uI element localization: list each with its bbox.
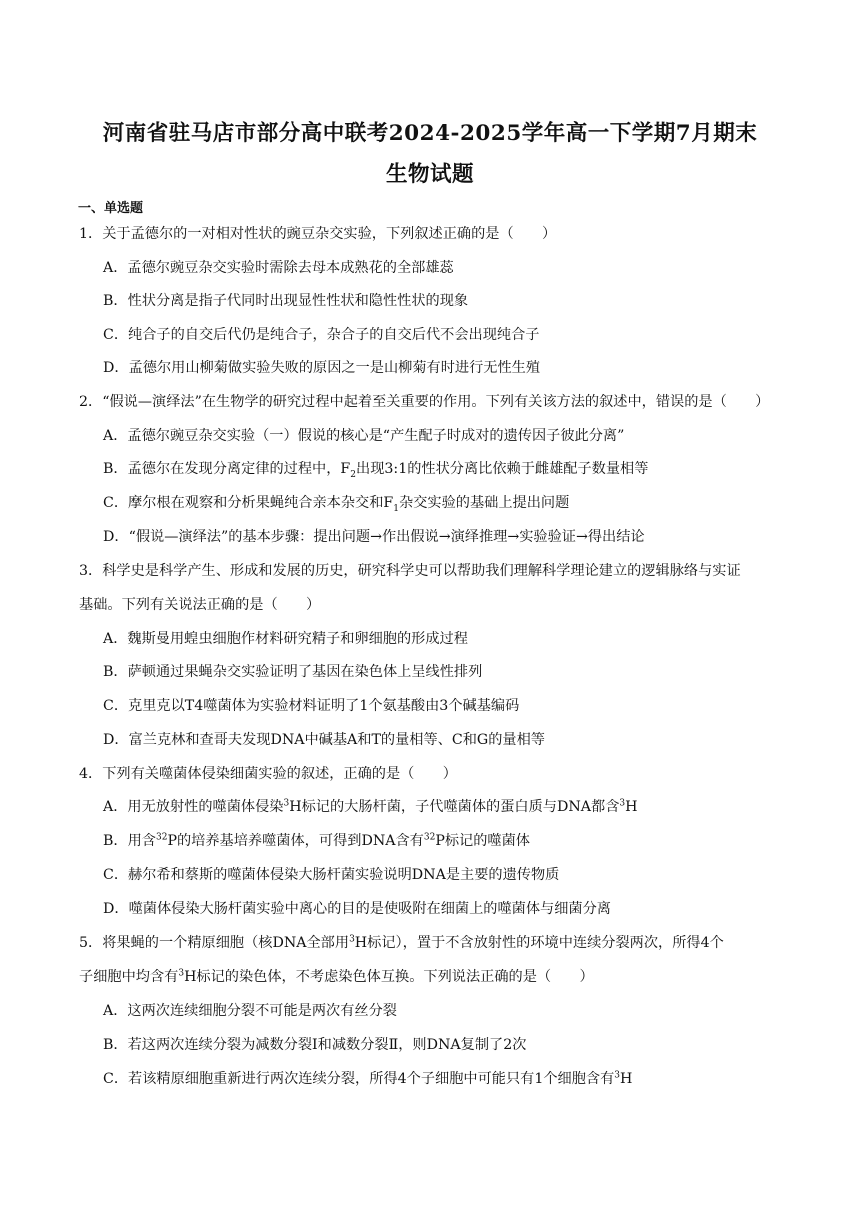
question-1-stem: 1．关于孟德尔的一对相对性状的豌豆杂交实验，下列叙述正确的是（ ） <box>79 226 557 242</box>
question-2-option-b: B．孟德尔在发现分离定律的过程中，$F_2$出现3:1的性状分离比依赖于雌雄配子数量相等 <box>103 461 649 480</box>
question-4-option-a: A．用无放射性的噬菌体侵染$^3$H标记的大肠杆菌，子代噬菌体的蛋白质与DNA都含$^3$H <box>103 798 638 815</box>
question-2-option-a: A．孟德尔豌豆杂交实验（一）假说的核心是“产生配子时成对的遗传因子彼此分离” <box>103 428 625 444</box>
question-1-option-a: A．孟德尔豌豆杂交实验时需除去母本成熟花的全部雄蕊 <box>103 260 454 276</box>
question-5-option-a: A．这两次连续细胞分裂不可能是两次有丝分裂 <box>103 1003 397 1019</box>
section-heading: 一、单选题 <box>78 201 144 216</box>
question-5-stem-line-1: 5．将果蝇的一个精原细胞（核DNA全部用$^3$H标记），置于不含放射性的环境中连续分裂两次，所得4个 <box>79 934 724 951</box>
document-title: 河南省驻马店市部分高中联考2024-2025学年高一下学期7月期末 <box>102 121 758 146</box>
question-3-stem-line-1: 3．科学史是科学产生、形成和发展的历史，研究科学史可以帮助我们理解科学理论建立的逻辑脉络与实证 <box>79 563 741 579</box>
question-3-option-a: A．魏斯曼用蝗虫细胞作材料研究精子和卵细胞的形成过程 <box>103 631 468 647</box>
document-subtitle: 生物试题 <box>385 162 474 187</box>
question-4-option-b: B．用含$^{32}$P的培养基培养噬菌体，可得到DNA含有$^{32}$P标记的噬菌体 <box>103 832 530 849</box>
question-4-option-d: D．噬菌体侵染大肠杆菌实验中离心的目的是使吸附在细菌上的噬菌体与细菌分离 <box>103 901 611 917</box>
question-2-option-c: C．摩尔根在观察和分析果蝇纯合亲本杂交和$F_1$杂交实验的基础上提出问题 <box>103 495 570 514</box>
question-5-stem-line-2: 子细胞中均含有$^3$H标记的染色体，不考虑染色体互换。下列说法正确的是（ ） <box>79 968 594 985</box>
question-3-option-c: C．克里克以T4噬菌体为实验材料证明了1个氨基酸由3个碱基编码 <box>103 698 520 714</box>
question-3-option-d: D．富兰克林和查哥夫发现DNA中碱基A和T的量相等、C和G的量相等 <box>103 732 545 748</box>
question-3-stem-line-2: 基础。下列有关说法正确的是（ ） <box>79 597 321 613</box>
question-5-option-c: C．若该精原细胞重新进行两次连续分裂，所得4个子细胞中可能只有1个细胞含有$^3$H <box>103 1070 633 1087</box>
question-1-option-c: C．纯合子的自交后代仍是纯合子，杂合子的自交后代不会出现纯合子 <box>103 327 540 343</box>
question-3-option-b: B．萨顿通过果蝇杂交实验证明了基因在染色体上呈线性排列 <box>103 664 483 680</box>
question-1-option-b: B．性状分离是指子代同时出现显性性状和隐性性状的现象 <box>103 293 469 309</box>
question-5-option-b: B．若这两次连续分裂为减数分裂Ⅰ和减数分裂Ⅱ，则DNA复制了2次 <box>103 1037 527 1053</box>
question-1-option-d: D．孟德尔用山柳菊做实验失败的原因之一是山柳菊有时进行无性生殖 <box>103 360 541 376</box>
question-4-stem: 4．下列有关噬菌体侵染细菌实验的叙述，正确的是（ ） <box>79 766 457 782</box>
question-2-stem: 2．“假说—演绎法”在生物学的研究过程中起着至关重要的作用。下列有关该方法的叙述中，错误的是（ ） <box>79 394 770 410</box>
question-2-option-d: D．“假说—演绎法”的基本步骤：提出问题→作出假说→演绎推理→实验验证→得出结论 <box>103 529 645 545</box>
question-4-option-c: C．赫尔希和蔡斯的噬菌体侵染大肠杆菌实验说明DNA是主要的遗传物质 <box>103 867 560 883</box>
